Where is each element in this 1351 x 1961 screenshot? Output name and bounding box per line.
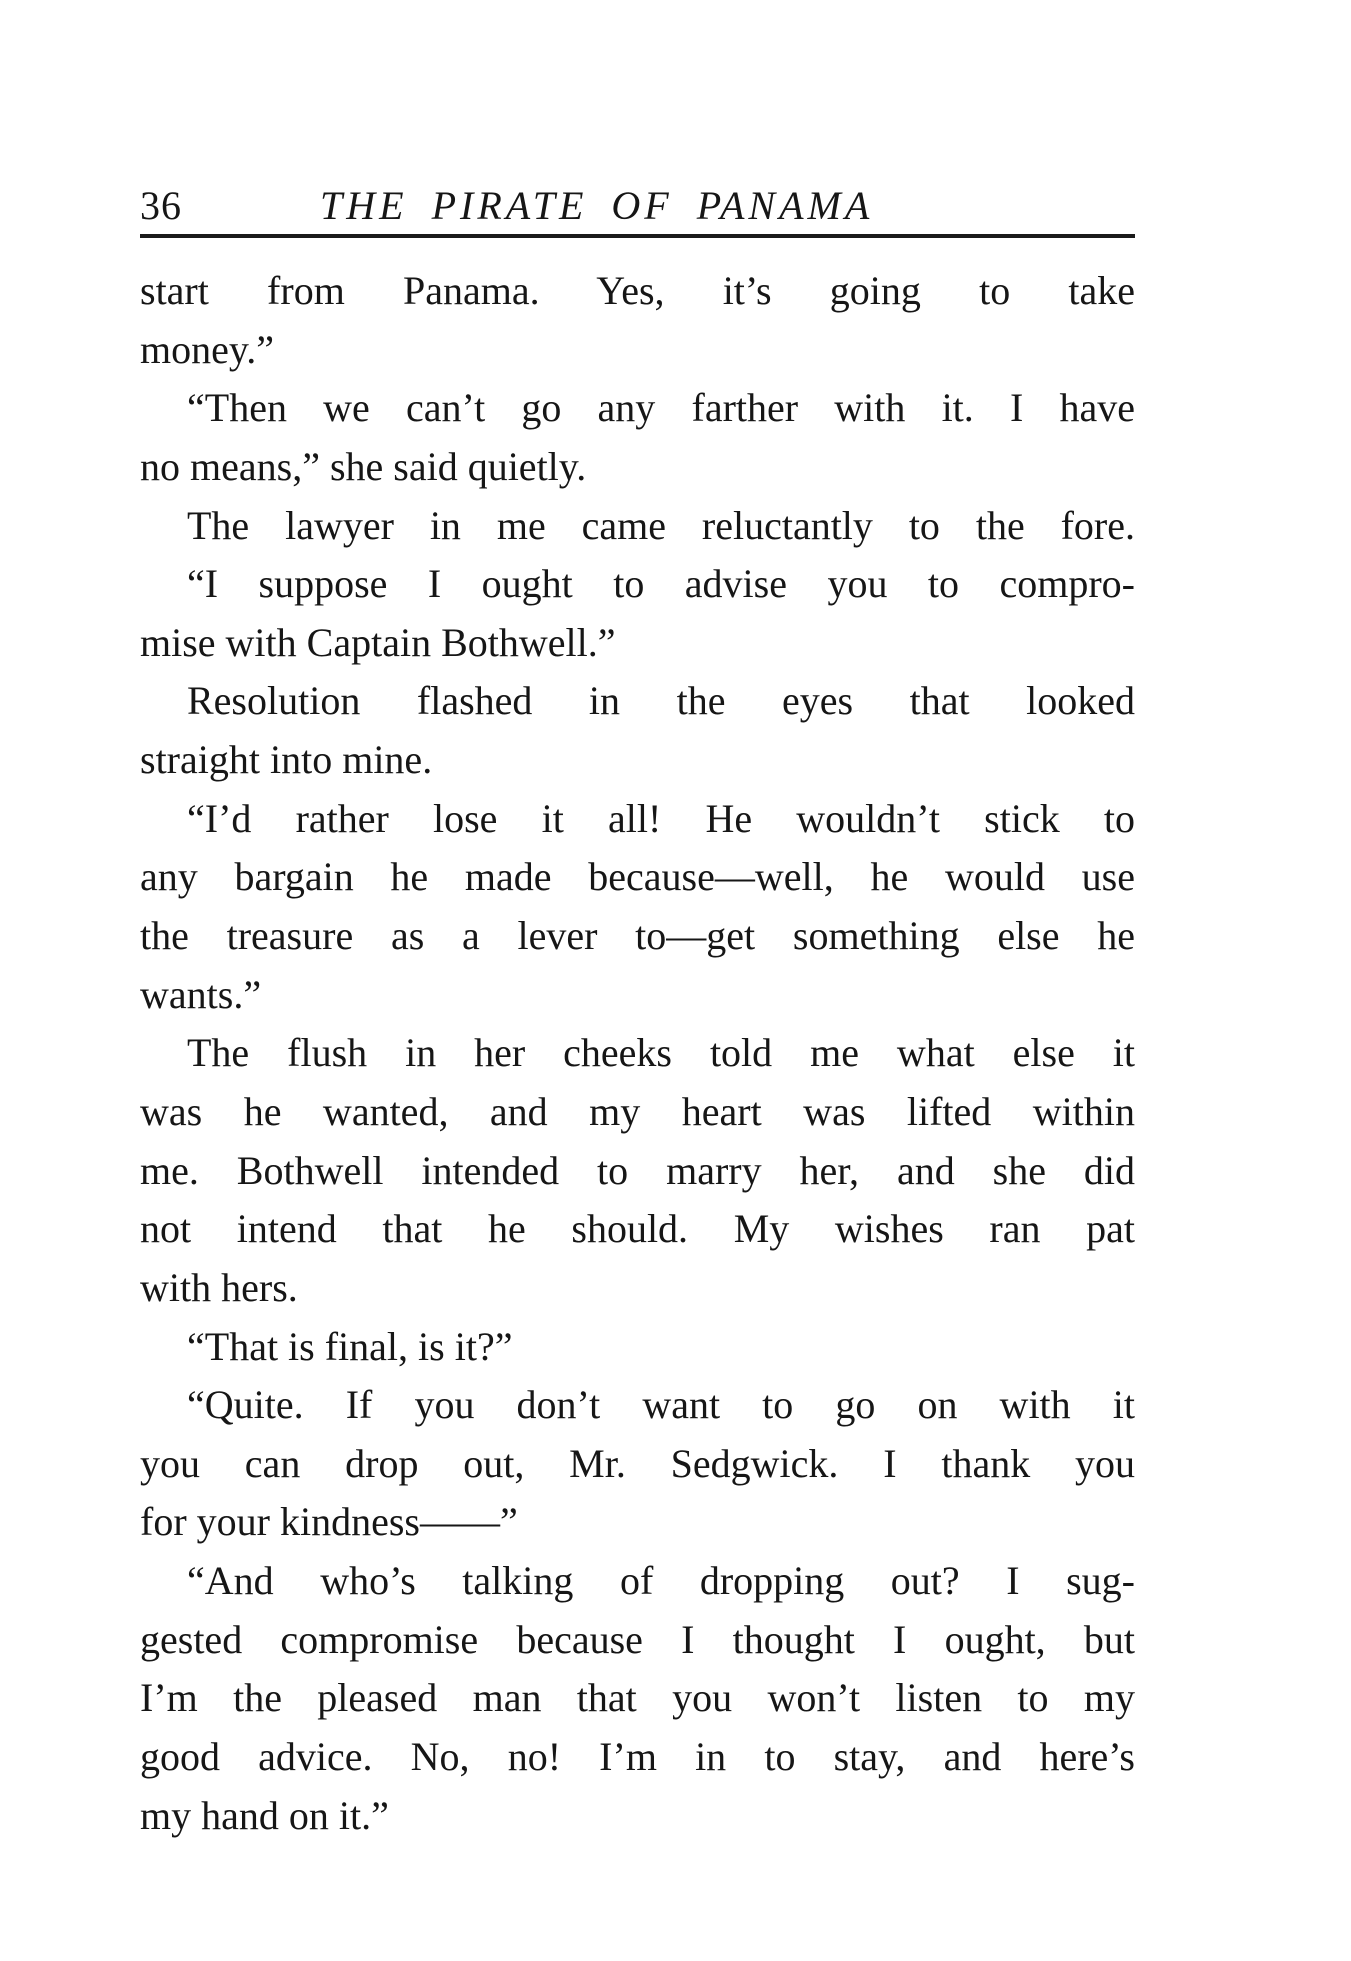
text-line: “Then we can’t go any farther with it. I have (187, 385, 1135, 431)
body-text (140, 262, 1135, 1845)
text-line: Resolution flashed in the eyes that looked (187, 678, 1135, 724)
text-line: no means,” she said quietly. (140, 443, 587, 489)
text-line: “That is final, is it?” (187, 1323, 513, 1369)
text-line: was he wanted, and my heart was lifted within (140, 1088, 1135, 1134)
text-line: “And who’s talking of dropping out? I sug- (187, 1558, 1135, 1604)
text-line: you can drop out, Mr. Sedgwick. I thank you (140, 1440, 1135, 1486)
running-head (140, 176, 1135, 236)
text-line: “I’d rather lose it all! He wouldn’t stick to (187, 795, 1135, 841)
header-rule (140, 234, 1135, 238)
text-line: wants.” (140, 971, 262, 1017)
text-line: the treasure as a lever to—get something else he (140, 913, 1135, 959)
text-line: money.” (140, 326, 275, 372)
text-line: The lawyer in me came reluctantly to the fore. (187, 502, 1135, 548)
text-line: gested compromise because I thought I ought, but (140, 1616, 1135, 1662)
text-line: start from Panama. Yes, it’s going to take (140, 268, 1135, 313)
text-line: not intend that he should. My wishes ran pat (140, 1206, 1135, 1252)
text-line: any bargain he made because—well, he would use (140, 854, 1135, 900)
text-line: I’m the pleased man that you won’t listen to my (140, 1675, 1135, 1721)
text-line: “I suppose I ought to advise you to compro- (187, 561, 1135, 607)
text-line: with hers. (140, 1264, 298, 1310)
text-line: straight into mine. (140, 737, 433, 783)
text-line: my hand on it.” (140, 1792, 389, 1838)
text-line: for your kindness——” (140, 1499, 518, 1545)
text-line: The flush in her cheeks told me what else it (187, 1030, 1135, 1076)
text-line: “Quite. If you don’t want to go on with it (187, 1382, 1135, 1428)
text-line: good advice. No, no! I’m in to stay, and here’s (140, 1734, 1135, 1780)
text-line: me. Bothwell intended to marry her, and she did (140, 1147, 1135, 1193)
text-line: mise with Captain Bothwell.” (140, 619, 616, 665)
running-title: THE PIRATE OF PANAMA (320, 183, 874, 228)
page-number: 36 (140, 183, 182, 228)
